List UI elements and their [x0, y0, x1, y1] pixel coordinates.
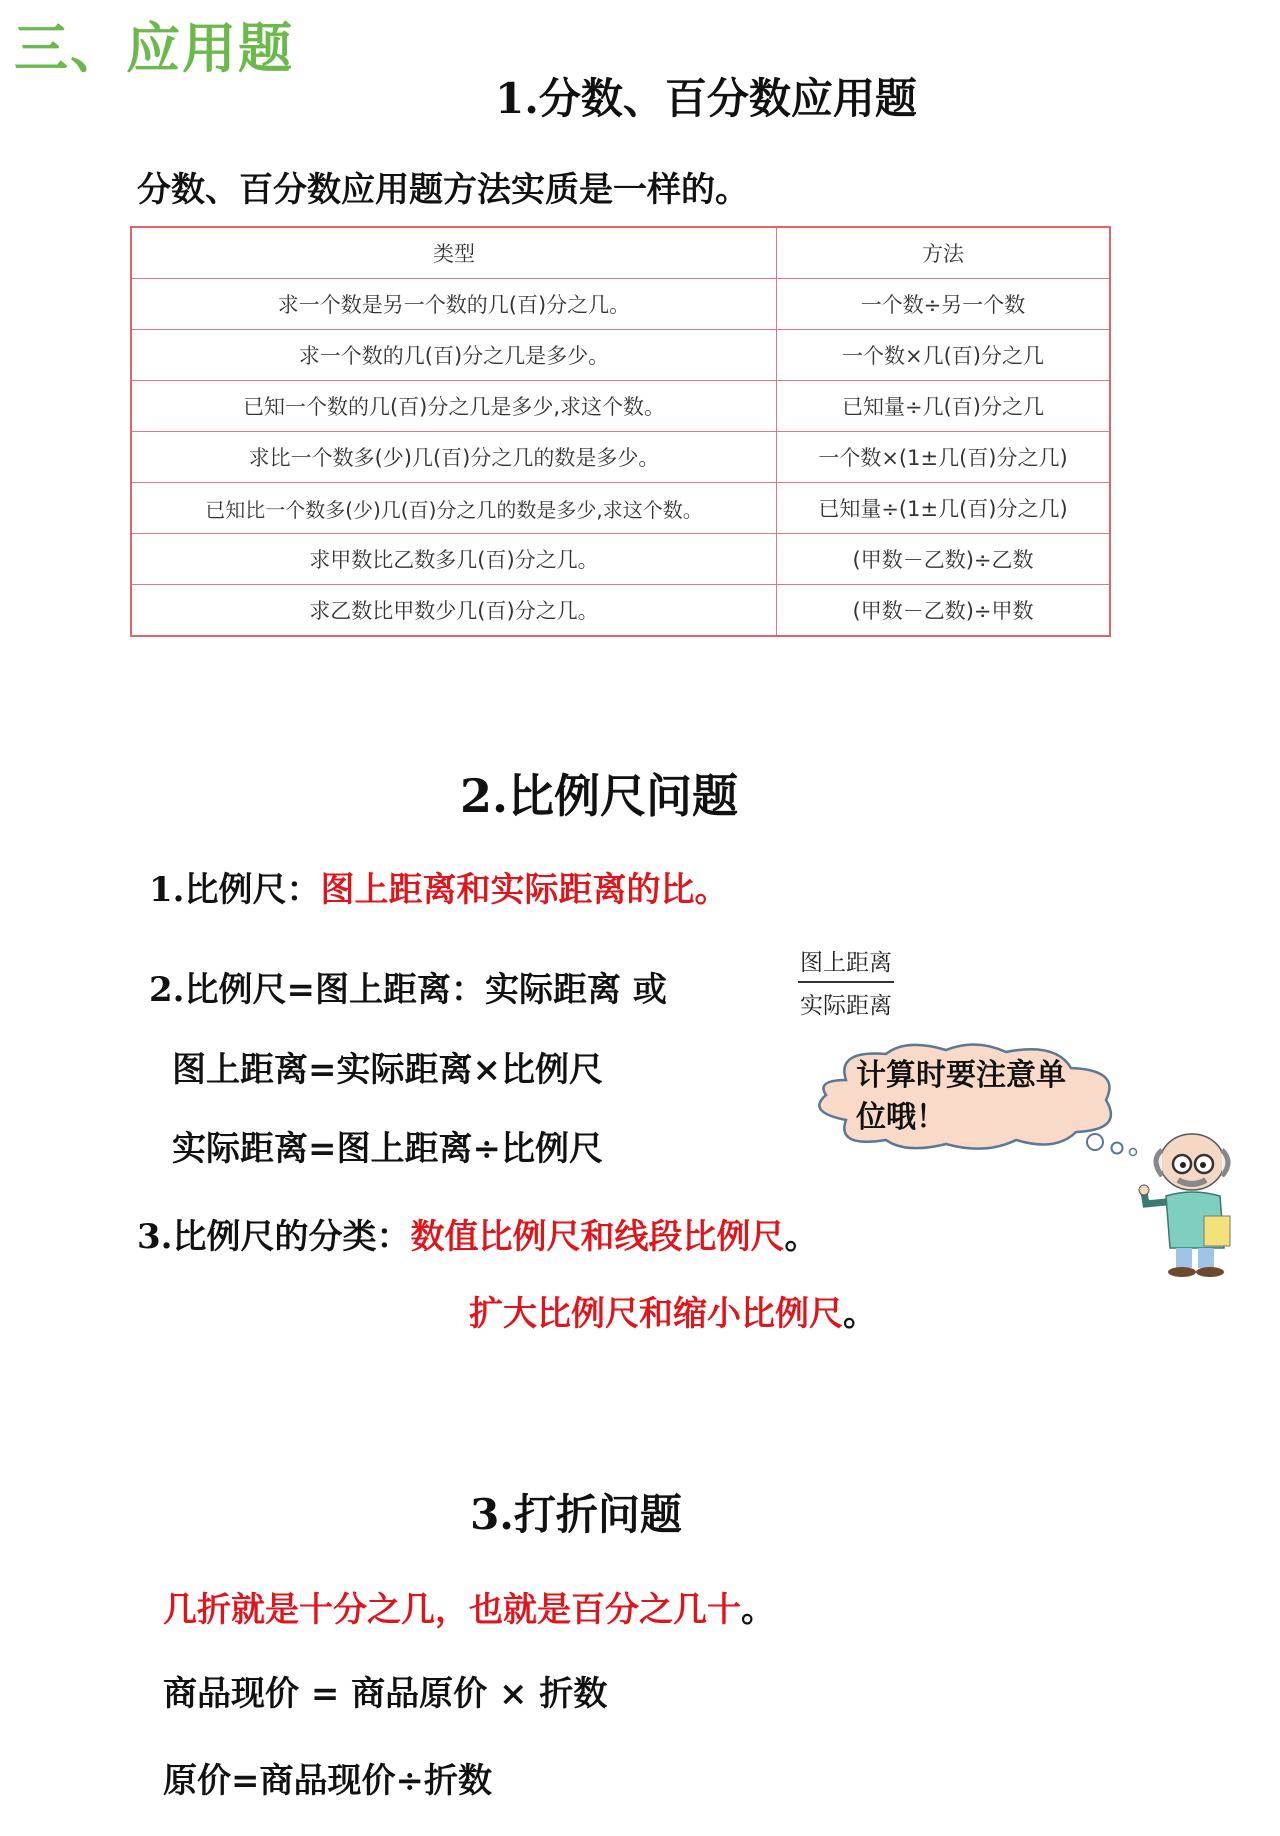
table-row: [131, 381, 1110, 432]
table-cell-method: 已知量÷几(百)分之几: [777, 381, 1111, 432]
table-cell-method: 一个数÷另一个数: [777, 279, 1111, 330]
scale-classification: 3.比例尺的分类：数值比例尺和线段比例尺。: [137, 1217, 819, 1257]
table-row: [131, 534, 1110, 585]
part2-heading: 2.比例尺问题: [459, 769, 739, 823]
table-row: [131, 585, 1110, 637]
scale-classification-label: 3.比例尺的分类：: [137, 1217, 411, 1257]
table-cell-method: 已知量÷(1±几(百)分之几): [777, 483, 1111, 534]
scale-definition-text: 图上距离和实际距离的比。: [320, 870, 729, 910]
old-teacher-cartoon-icon: [1130, 1130, 1245, 1278]
fraction-denominator: 实际距离: [800, 993, 892, 1019]
current-price-formula: 商品现价 = 商品原价 × 折数: [163, 1674, 608, 1714]
scale-classification-2: 扩大比例尺和缩小比例尺。: [469, 1294, 877, 1334]
scale-definition: [149, 862, 729, 911]
map-distance-formula: 图上距离=实际距离×比例尺: [172, 1050, 603, 1090]
table-cell-type: 求甲数比乙数多几(百)分之几。: [131, 534, 777, 585]
table-cell-type: 求一个数的几(百)分之几是多少。: [131, 330, 777, 381]
table-header-type: 类型: [131, 227, 777, 279]
discount-definition: 几折就是十分之几，也就是百分之几十。: [163, 1590, 775, 1630]
table-cell-method: 一个数×几(百)分之几: [777, 330, 1111, 381]
discount-definition-text: 几折就是十分之几，也就是百分之几十: [163, 1590, 741, 1630]
scale-formula: 2.比例尺=图上距离：实际距离 或: [149, 970, 667, 1010]
table-cell-type: 求乙数比甲数少几(百)分之几。: [131, 585, 777, 637]
table-cell-type: 求一个数是另一个数的几(百)分之几。: [131, 279, 777, 330]
fraction-numerator: 图上距离: [798, 944, 894, 983]
table-header-method: 方法: [777, 227, 1111, 279]
table-cell-type: 求比一个数多(少)几(百)分之几的数是多少。: [131, 432, 777, 483]
original-price-formula: 原价=商品现价÷折数: [163, 1761, 492, 1801]
scale-classification-type2: 扩大比例尺和缩小比例尺: [469, 1294, 843, 1334]
table-cell-type: 已知比一个数多(少)几(百)分之几的数是多少,求这个数。: [131, 483, 777, 534]
table-header-row: [131, 227, 1110, 279]
part1-subtitle: 分数、百分数应用题方法实质是一样的。: [137, 170, 749, 210]
thought-bubble-text: 计算时要注意单位哦！: [856, 1058, 1066, 1135]
section-title: 三、应用题: [14, 17, 294, 80]
table-cell-method: 一个数×(1±几(百)分之几): [777, 432, 1111, 483]
part3-heading: 3.打折问题: [470, 1490, 682, 1539]
table-row: [131, 432, 1110, 483]
table-cell-method: (甲数－乙数)÷乙数: [777, 534, 1111, 585]
scale-fraction: [798, 944, 894, 1020]
scale-definition-label: 1.比例尺：: [149, 870, 321, 910]
scale-classification-type1: 数值比例尺和线段比例尺: [410, 1217, 785, 1257]
actual-distance-formula: 实际距离=图上距离÷比例尺: [172, 1129, 603, 1169]
table-row: [131, 279, 1110, 330]
part1-heading: 1.分数、百分数应用题: [495, 74, 917, 123]
table-row: [131, 483, 1110, 534]
table-cell-type: 已知一个数的几(百)分之几是多少,求这个数。: [131, 381, 777, 432]
methods-table: [130, 226, 1111, 637]
table-cell-method: (甲数－乙数)÷甲数: [777, 585, 1111, 637]
table-row: [131, 330, 1110, 381]
